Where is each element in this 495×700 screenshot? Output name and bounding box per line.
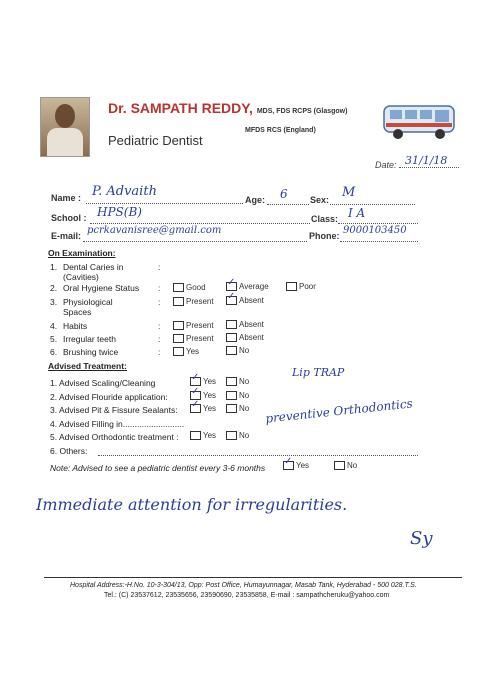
doctor-degrees-2: MFDS RCS (England) bbox=[245, 127, 316, 134]
irregular-absent-option[interactable]: Absent bbox=[226, 333, 264, 342]
handwritten-remark: Immediate attention for irregularities. bbox=[36, 495, 348, 514]
doctor-photo bbox=[40, 97, 90, 157]
sealants-no-option[interactable]: No bbox=[226, 404, 249, 413]
oral-good-option[interactable]: Good bbox=[173, 283, 206, 292]
treatment-item-4: 4. Advised Filling in.......................... bbox=[50, 419, 185, 429]
class-label: Class: bbox=[311, 214, 339, 224]
habits-absent-option[interactable]: Absent bbox=[226, 320, 264, 329]
oral-poor-option[interactable]: Poor bbox=[286, 282, 316, 291]
date-label: Date: bbox=[375, 160, 459, 170]
exam-item-5: 5. Irregular teeth bbox=[50, 334, 116, 344]
treatment-item-6: 6. Others: bbox=[50, 446, 88, 456]
phone-label: Phone: bbox=[309, 231, 340, 241]
brushing-no-option[interactable]: No bbox=[226, 346, 249, 355]
doctor-name: Dr. SAMPATH REDDY, MDS, FDS RCPS (Glasgow) bbox=[108, 100, 348, 116]
treatment-heading: Advised Treatment: bbox=[48, 361, 127, 371]
exam-item-3: 3. Physiological Spaces bbox=[50, 297, 113, 317]
age-value: 6 bbox=[280, 187, 288, 201]
name-label: Name : bbox=[51, 193, 82, 203]
habits-present-option[interactable]: Present bbox=[173, 321, 214, 330]
school-label: School : bbox=[51, 213, 87, 223]
specialty: Pediatric Dentist bbox=[108, 133, 203, 148]
oral-average-option[interactable]: ✓ Average bbox=[227, 277, 269, 291]
footer-rule bbox=[44, 577, 462, 578]
footer-contact: Tel.: (C) 23537612, 23535656, 23590690, 23535858, E-mail : sampathcheruku@yahoo.com bbox=[104, 592, 390, 599]
date-value: 31/1/18 bbox=[405, 154, 448, 167]
scaling-no-option[interactable]: No bbox=[226, 377, 249, 386]
treatment-item-5: 5. Advised Orthodontic treatment : bbox=[50, 432, 179, 442]
email-label: E-mail: bbox=[51, 231, 82, 241]
note-no-option[interactable]: No bbox=[334, 461, 357, 470]
treatment-item-1: 1. Advised Scaling/Cleaning bbox=[50, 378, 156, 388]
class-value: I A bbox=[348, 206, 366, 220]
brushing-yes-option[interactable]: Yes bbox=[173, 347, 199, 356]
examination-heading: On Examination: bbox=[48, 248, 116, 258]
ortho-no-option[interactable]: No bbox=[226, 431, 249, 440]
spaces-present-option[interactable]: Present bbox=[173, 297, 214, 306]
exam-item-4: 4. Habits bbox=[50, 321, 88, 331]
note-yes-option[interactable]: ✓ Yes bbox=[284, 456, 310, 470]
email-value: pcrkavanisree@gmail.com bbox=[87, 225, 222, 236]
footer-address: Hospital Address:-H.No. 10-3-304/13, Opp: Post Office, Humayunnagar, Masab Tank, Hyderabad - 500 028.T.S. bbox=[70, 582, 417, 589]
irregular-present-option[interactable]: Present bbox=[173, 334, 214, 343]
signature: Sy bbox=[410, 528, 433, 549]
bus-logo bbox=[380, 96, 460, 144]
sex-label: Sex: bbox=[310, 195, 330, 205]
exam-item-1: 1. Dental Caries in (Cavities) bbox=[50, 262, 124, 282]
school-value: HPS(B) bbox=[97, 205, 142, 219]
treatment-item-3: 3. Advised Pit & Fissure Sealants: bbox=[50, 405, 178, 415]
age-label: Age: bbox=[245, 195, 265, 205]
handwritten-note-1: Lip TRAP bbox=[292, 366, 345, 379]
sex-value: M bbox=[342, 185, 356, 200]
treatment-item-2: 2. Advised Flouride application: bbox=[50, 392, 168, 402]
ortho-yes-option[interactable]: Yes bbox=[190, 431, 216, 440]
spaces-absent-option[interactable]: ✓ Absent bbox=[227, 291, 264, 305]
scaling-yes-option[interactable]: ✓ Yes bbox=[191, 372, 217, 386]
exam-item-6: 6. Brushing twice bbox=[50, 347, 119, 357]
doctor-degrees: MDS, FDS RCPS (Glasgow) bbox=[256, 108, 348, 115]
fluoride-no-option[interactable]: No bbox=[226, 391, 249, 400]
fluoride-yes-option[interactable]: ✓ Yes bbox=[191, 386, 217, 400]
handwritten-note-2: preventive Orthodontics bbox=[264, 396, 414, 426]
sealants-yes-option[interactable]: ✓ Yes bbox=[191, 399, 217, 413]
note-text: Note: Advised to see a pediatric dentist every 3-6 months bbox=[50, 463, 266, 473]
exam-item-2: 2. Oral Hygiene Status bbox=[50, 283, 140, 293]
phone-value: 9000103450 bbox=[343, 225, 407, 236]
name-value: P. Advaith bbox=[92, 184, 157, 199]
